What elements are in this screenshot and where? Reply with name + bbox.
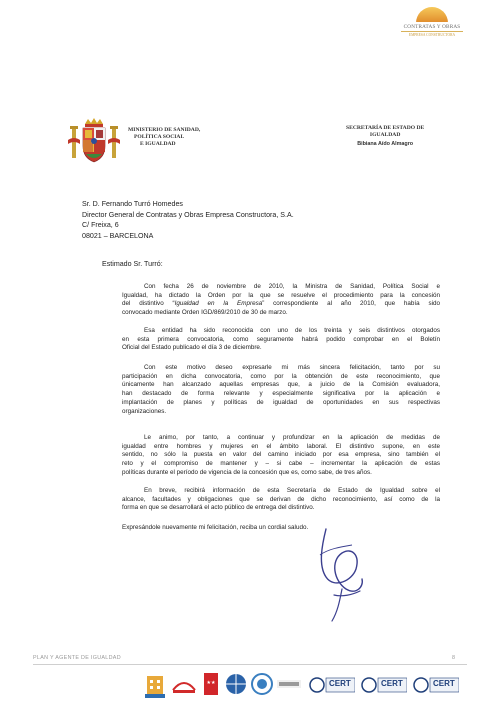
cert-label: CERT [329,679,351,688]
footer-divider [33,664,467,665]
paragraph-line: Esa entidad ha sido reconocida con uno de los treinta y seis distintivos otorgados [144,327,440,334]
paragraph-line: Le animo, por tanto, a continuar y profundizar en la aplicación de medidas de [144,434,440,441]
secretaria-line-2: IGUALDAD [369,131,401,138]
greeting: Estimado Sr. Turró: [102,260,163,268]
address-line-1: Sr. D. Fernando Turró Homedes [82,200,183,208]
recipient-address [82,199,294,241]
award-name: Igualdad en la Empresa [174,300,263,308]
certification-logos [145,670,475,702]
seal-logo-icon [251,673,273,695]
ministry-line-3: E IGUALDAD [140,141,176,147]
handwritten-signature [312,525,372,625]
paragraph-line: Igualdad, ha dictado la Orden por la que se resuelve el procedimiento para la concesión [122,291,440,299]
paragraph-2 [122,327,440,353]
page-number: 8 [452,655,455,661]
address-line-2: Director General de Contratas y Obras Empresa Constructora, S.A. [82,210,294,219]
paragraph-line: En breve, recibirá información de esta Secretaría de Estado de Igualdad sobre el [144,487,440,494]
paragraph-line: Con este motivo deseo expresarle mi más sincera felicitación, tanto por su [144,364,440,371]
paragraph-line: políticas durante el período de vigencia de la concesión que es, como sabe, de tres años. [122,468,372,476]
company-logo-name: CONTRATAS Y OBRAS [403,24,461,30]
footer-title: PLAN Y AGENTE DE IGUALDAD [33,655,121,661]
cert-label: CERT [433,679,455,688]
paragraph-line: alcance, facultades y obligaciones que se derivan de dicho reconocimiento, así como de la [122,495,440,503]
paragraph-line: participación en dicha convocatoria, como por la obtención de este reconocimiento, que [122,372,440,380]
building-logo-icon [145,672,165,698]
paragraph-line: en esta primera convocatoria, como seguramente habrá podido comprobar en el Boletín [122,335,440,343]
ministry-line-1: MINISTERIO DE SANIDAD, [128,127,201,133]
paragraph-line: Oficial del Estado publicado el día 3 de diciembre. [122,344,262,352]
paragraph-line [122,300,440,309]
secretaria-block [346,125,424,148]
paragraph-line: organizaciones. [122,407,167,415]
coat-of-arms-icon [68,118,120,164]
secretaria-line-1: SECRETARÍA DE ESTADO DE [346,125,425,131]
ministry-line-2: POLÍTICA SOCIAL [134,134,185,140]
ministry-name [128,127,200,148]
paragraph-text: ” correspondiente al año 2010, que había sido [262,300,441,308]
paragraph-line: implantación de planes y políticas de igualdad de oportunidades en sus respectivas [122,398,440,406]
paragraph-line: Con fecha 26 de noviembre de 2010, la Ministra de Sanidad, Política Social e [144,283,440,290]
svg-text:★★: ★★ [206,680,216,686]
paragraph-line: convocado mediante Orden IGD/869/2010 de 30 de marzo. [122,309,288,317]
signer-name: Bibiana Aído Almagro [357,141,414,147]
globe-logo-icon [225,673,247,695]
paragraph-1 [122,283,440,318]
company-logo-tagline: EMPRESA CONSTRUCTORA [408,33,456,37]
sun-logo-icon [412,6,452,24]
red-brand-logo-icon [171,674,197,696]
address-line-4: 08021 – BARCELONA [82,231,154,240]
madrid-logo-icon [203,672,219,696]
paragraph-5 [122,487,440,513]
closing-line: Expresándole nuevamente mi felicitación, reciba un cordial saludo. [122,524,309,531]
company-logo-rule [401,31,463,32]
paragraph-text: del distintivo “ [122,300,175,308]
paragraph-line: han destacado de forma relevante y especialmente significativa por la aplicación e [122,390,440,398]
paragraph-line: sentido, no sólo la puesta en valor del camino iniciado por esa empresa, sino también el [122,451,440,459]
paragraph-4 [122,434,440,478]
paragraph-line: reto y el compromiso de mantener y – si cabe – incrementar la aplicación de estas [122,460,440,468]
paragraph-line: forma en que se desarrollará el acto público de entrega del distintivo. [122,504,315,512]
paragraph-line: únicamente han alcanzado aquellas empresas que, a juicio de la Comisión evaluadora, [122,381,440,389]
paragraph-line: igualdad entre hombres y mujeres en el ámbito laboral. El distintivo supone, en este [122,442,440,450]
company-logo [397,6,467,37]
address-line-3: C/ Freixa, 6 [82,221,119,230]
small-brand-logo-icon [277,676,301,692]
cert-label: CERT [381,679,403,688]
paragraph-3 [122,364,440,416]
